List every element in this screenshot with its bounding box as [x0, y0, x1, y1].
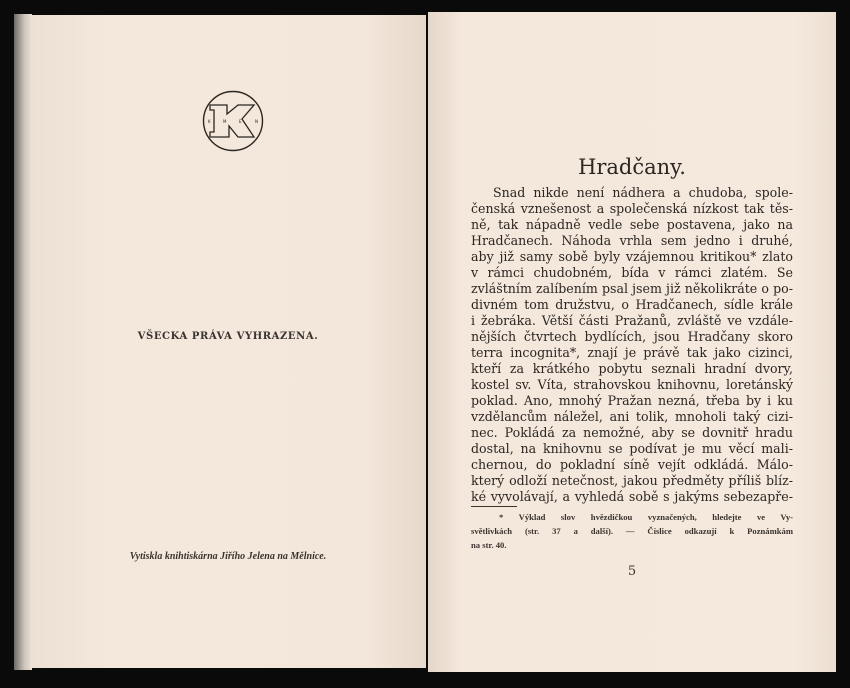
publisher-logo-icon — [202, 90, 264, 152]
text-line: chernou, do pokladní síně vejít odkládá. Málo- — [471, 457, 793, 472]
text-line: poklad. Ano, mnohý Pražan nezná, třeba by i ku — [471, 393, 793, 408]
text-line: nějších čtvrtech bydlících, jsou Hradčany skoro — [471, 329, 793, 344]
left-page — [30, 15, 426, 668]
footnote-divider — [471, 506, 517, 507]
text-line: ně, tak nápadně vedle sebe postavena, jako na — [471, 217, 793, 232]
svg-text:N: N — [255, 119, 258, 124]
text-line: v rámci chudobném, bída v rámci zlatém. Se — [471, 265, 793, 280]
text-line: nec. Pokládá za nemožné, aby se dovnitř hradu — [471, 425, 793, 440]
chapter-title: Hradčany. — [578, 155, 686, 179]
text-line: Snad nikde není nádhera a chudoba, spole- — [493, 185, 793, 200]
footnote-line: na str. 40. — [471, 540, 507, 550]
text-line: čenská vznešenost a společenská nízkost tak těs- — [471, 201, 793, 216]
footnote-line: světlivkách (str. 37 a další). — Číslice odkazují k Poznámkám — [471, 526, 793, 536]
text-line: terra incognita*, znají je právě tak jako cizinci, — [471, 345, 793, 360]
right-page — [428, 12, 836, 672]
printer-note: Vytiskla knihtiskárna Jiřího Jelena na Mělnice. — [129, 551, 327, 562]
text-line: i žebráka. Větší části Pražanů, zvláště ve vzdále- — [471, 313, 793, 328]
rights-notice: VŠECKA PRÁVA VYHRAZENA. — [137, 331, 319, 342]
text-line: kteří za krátkého pobytu seznali hradní dvory, — [471, 361, 793, 376]
text-line: ké vyvolávají, a vyhledá sobě s jakýms sebezapře- — [471, 489, 793, 504]
text-line: zvláštním zalíbením psal jsem již několikráte o po- — [471, 281, 793, 296]
text-line: divném tom družstvu, o Hradčanech, sídle krále — [471, 297, 793, 312]
svg-text:K: K — [208, 119, 211, 124]
page-number: 5 — [627, 564, 637, 579]
footnote-line: * Výklad slov hvězdičkou vyznačených, hledejte ve Vy- — [499, 512, 793, 522]
svg-text:E: E — [239, 119, 242, 124]
text-line: kostel sv. Víta, strahovskou knihovnu, loretánský — [471, 377, 793, 392]
text-line: dostal, na knihovnu se podívat je mu věcí mali- — [471, 441, 793, 456]
body-text — [471, 185, 793, 505]
text-line: vzdělancům náležel, ani tolik, mnoholi taký cizi- — [471, 409, 793, 424]
text-line: Hradčanech. Náhoda vrhla sem jedno i druhé, — [471, 233, 793, 248]
text-line: aby již samy sobě byly vzájemnou kritikou* zlato — [471, 249, 793, 264]
svg-text:M: M — [223, 119, 227, 124]
footnote — [471, 510, 793, 552]
text-line: který odloží netečnost, jakou předměty příliš blíz- — [471, 473, 793, 488]
